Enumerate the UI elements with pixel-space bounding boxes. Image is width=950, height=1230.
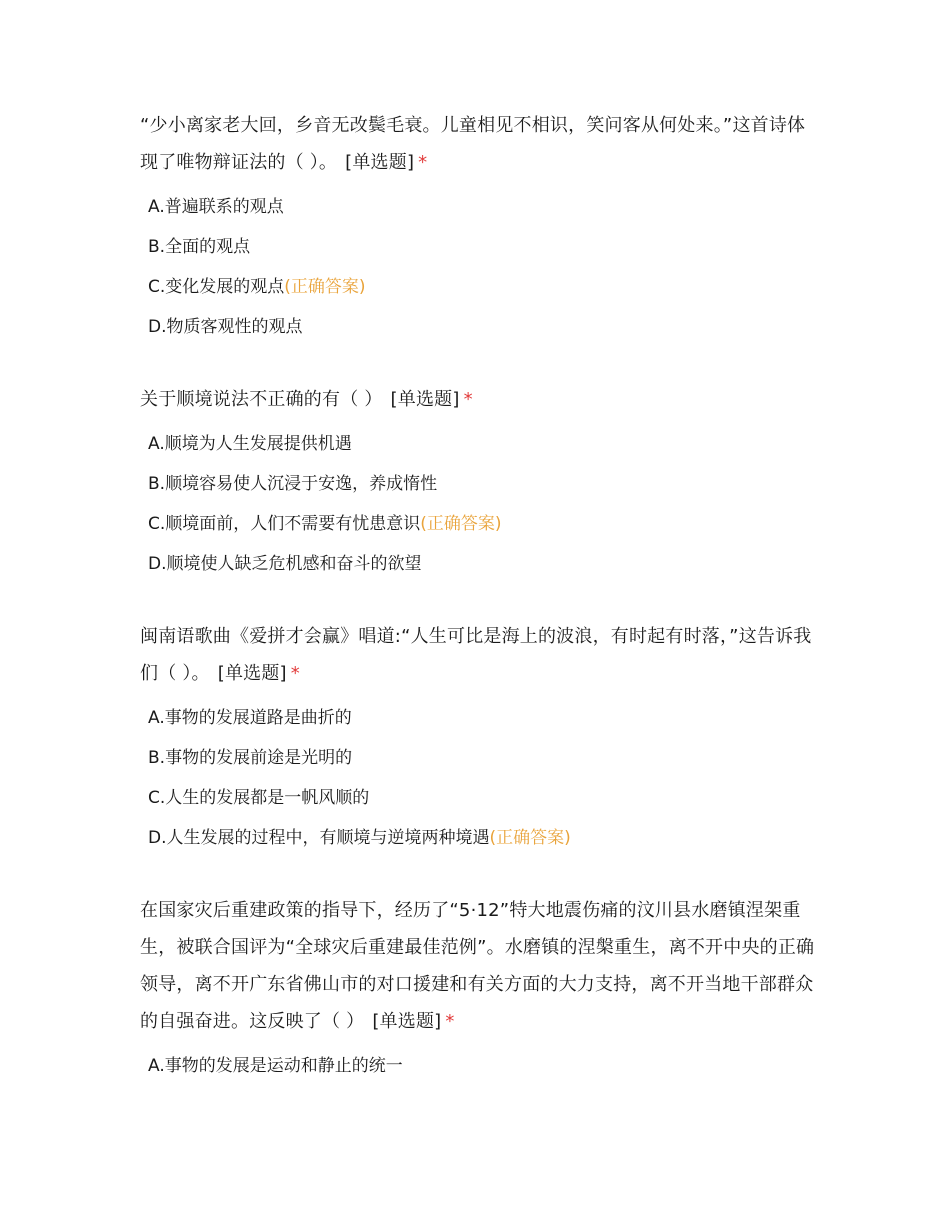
option-label: C.顺境面前，人们不需要有忧患意识 (148, 514, 421, 534)
option-c[interactable] (148, 267, 820, 307)
option-label: A.事物的发展道路是曲折的 (148, 708, 352, 728)
question-4 (140, 892, 820, 1086)
question-stem: 闽南语歌曲《爱拼才会赢》唱道:“人生可比是海上的波浪，有时起有时落，”这告诉我们（ ）。 (140, 626, 812, 684)
correct-answer-tag: (正确答案) (284, 277, 366, 297)
question-type: [单选题] (345, 152, 415, 173)
option-label: B.顺境容易使人沉浸于安逸，养成惰性 (148, 474, 438, 494)
option-label: C.变化发展的观点 (148, 277, 285, 297)
question-type: [单选题] (390, 389, 460, 410)
question-text (140, 892, 820, 1040)
option-b[interactable] (148, 738, 820, 778)
required-mark: * (445, 1011, 455, 1032)
required-mark: * (418, 152, 428, 173)
question-stem: 在国家灾后重建政策的指导下，经历了“5·12”特大地震伤痛的汶川县水磨镇涅架重生，被联合国评为“全球灾后重建最佳范例”。水磨镇的涅槃重生，离不开中央的正确领导，离不开广东省佛山市的对口援建和有关方面的大力支持，离不开当地干部群众的自强奋进。这反映了（ ） (140, 900, 815, 1032)
question-stem: 关于顺境说法不正确的有（ ） (140, 389, 383, 410)
option-d[interactable] (148, 818, 820, 858)
option-label: B.事物的发展前途是光明的 (148, 748, 353, 768)
question-text (140, 107, 820, 181)
option-a[interactable] (148, 424, 820, 464)
option-label: A.事物的发展是运动和静止的统一 (148, 1056, 403, 1076)
option-c[interactable] (148, 778, 820, 818)
option-label: D.物质客观性的观点 (148, 317, 303, 337)
option-list (140, 698, 820, 858)
correct-answer-tag: (正确答案) (489, 828, 571, 848)
option-list (140, 1046, 820, 1086)
option-label: A.顺境为人生发展提供机遇 (148, 434, 352, 454)
required-mark: * (463, 389, 473, 410)
option-a[interactable] (148, 187, 820, 227)
option-label: D.顺境使人缺乏危机感和奋斗的欲望 (148, 554, 422, 574)
option-c[interactable] (148, 504, 820, 544)
question-2 (140, 381, 820, 584)
correct-answer-tag: (正确答案) (420, 514, 502, 534)
option-a[interactable] (148, 698, 820, 738)
question-type: [单选题] (372, 1011, 442, 1032)
option-list (140, 187, 820, 347)
question-3 (140, 618, 820, 858)
option-list (140, 424, 820, 584)
option-label: D.人生发展的过程中，有顺境与逆境两种境遇 (148, 828, 490, 848)
option-d[interactable] (148, 544, 820, 584)
option-label: C.人生的发展都是一帆风顺的 (148, 788, 370, 808)
option-label: B.全面的观点 (148, 237, 251, 257)
option-b[interactable] (148, 464, 820, 504)
option-label: A.普遍联系的观点 (148, 197, 284, 217)
question-text (140, 381, 820, 418)
question-1 (140, 107, 820, 347)
question-stem: “少小离家老大回，乡音无改鬓毛衰。儿童相见不相识，笑问客从何处来。”这首诗体现了唯物辩证法的（ ）。 (140, 115, 806, 173)
option-b[interactable] (148, 227, 820, 267)
question-text (140, 618, 820, 692)
option-a[interactable] (148, 1046, 820, 1086)
required-mark: * (290, 663, 300, 684)
question-type: [单选题] (217, 663, 287, 684)
option-d[interactable] (148, 307, 820, 347)
